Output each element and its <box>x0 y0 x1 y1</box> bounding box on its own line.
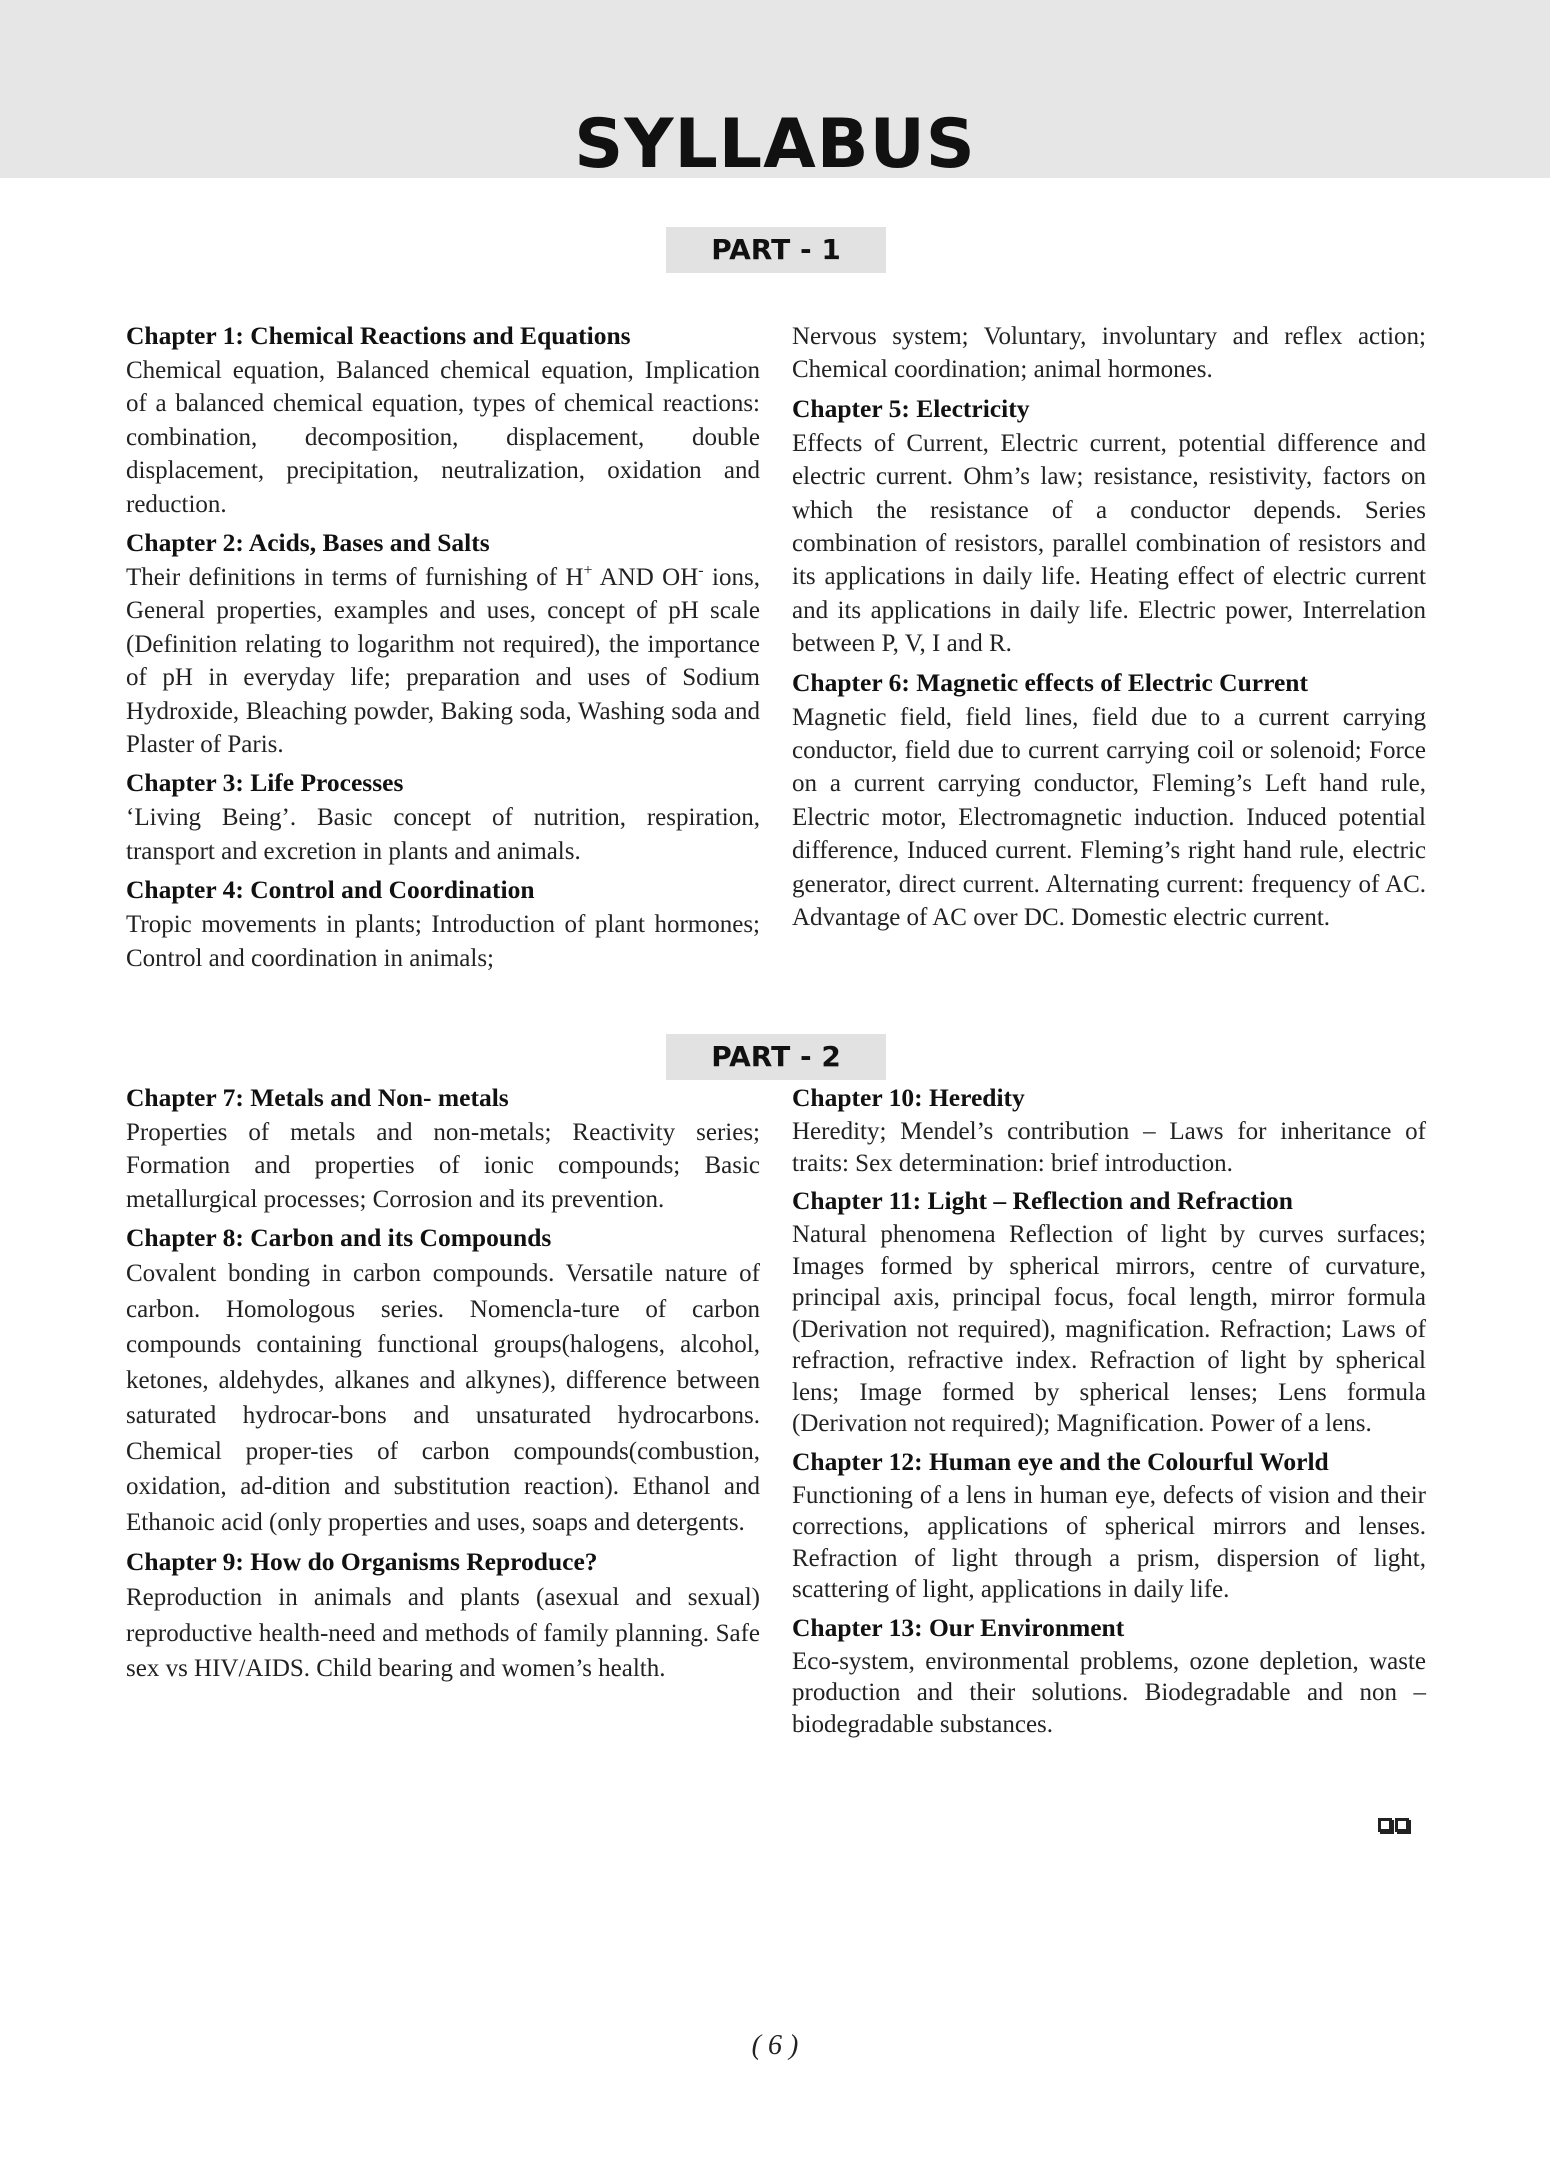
chapter-9-title: Chapter 9: How do Organisms Reproduce? <box>126 1547 598 1577</box>
chapter-4-body: Tropic movements in plants; Introduction of plant hormones; Control and coordination in animals; <box>126 911 760 972</box>
chapter-5-body: Effects of Current, Electric current, potential difference and electric current. Ohm’s law; resistance, resistivity, factors on which the resistance of a conductor depends. Series combination of resistors, parallel combination of resistors and its applications in daily life. Heating effect of electric current and its applications in daily life. Electric power, Interrelation between P, V, I and R. <box>792 429 1426 658</box>
chapter-8-title: Chapter 8: Carbon and its Compounds <box>126 1223 552 1253</box>
chapter-7-title: Chapter 7: Metals and Non- metals <box>126 1083 509 1112</box>
chapter-12-body: Functioning of a lens in human eye, defects of vision and their corrections, applications of spherical mirrors and lenses. Refraction of light through a prism, dispersion of light, scattering of light, applications in daily life. <box>792 1481 1426 1603</box>
chapter-10-title: Chapter 10: Heredity <box>792 1083 1025 1112</box>
chapter-11-body: Natural phenomena Reflection of light by curves surfaces; Images formed by spherical mirrors, centre of curvature, principal axis, principal focus, focal length, mirror formula (Derivation not required), magnification. Refraction; Laws of refraction, refractive index. Refraction of light by spherical lens; Image formed by spherical lenses; Lens formula (Derivation not required); Magnification. Power of a lens. <box>792 1221 1426 1437</box>
part-1-right-column <box>792 320 1426 939</box>
page-title: SYLLABUS <box>574 105 976 184</box>
chapter-3-body: ‘Living Being’. Basic concept of nutrition, respiration, transport and excretion in plants and animals. <box>126 804 760 865</box>
part-1-label: PART - 1 <box>666 227 886 273</box>
chapter-12-title: Chapter 12: Human eye and the Colourful World <box>792 1446 1329 1476</box>
superscript-plus: + <box>583 562 593 580</box>
part-1-left-column <box>126 318 760 979</box>
part-2-right-column <box>792 1080 1426 1744</box>
chapter-10-body: Heredity; Mendel’s contribution – Laws for inheritance of traits: Sex determination: brief introduction. <box>792 1118 1426 1177</box>
chapter-1-body: Chemical equation, Balanced chemical equation, Implication of a balanced chemical equation, types of chemical reactions: combination, decomposition, displacement, double displacement, precipitation, neutralization, oxidation and reduction. <box>126 357 760 518</box>
chapter-4-title: Chapter 4: Control and Coordination <box>126 875 535 905</box>
chapter-13-body: Eco-system, environmental problems, ozone depletion, waste production and their solutions. Biodegradable and non – biodegradable substances. <box>792 1647 1426 1738</box>
chapter-9-body: Reproduction in animals and plants (asexual and sexual) reproductive health-need and methods of family planning. Safe sex vs HIV/AIDS. Child bearing and women’s health. <box>126 1584 760 1683</box>
page-number: ( 6 ) <box>751 2030 799 2061</box>
chapter-5-title: Chapter 5: Electricity <box>792 393 1030 423</box>
chapter-3-title: Chapter 3: Life Processes <box>126 768 404 798</box>
chapter-4-continuation: Nervous system; Voluntary, involuntary and reflex action; Chemical coordination; animal hormones. <box>792 323 1426 384</box>
chapter-13-title: Chapter 13: Our Environment <box>792 1612 1125 1642</box>
chapter-8-body: Covalent bonding in carbon compounds. Versatile nature of carbon. Homologous series. Nomencla-ture of carbon compounds containing functional groups(halogens, alcohol, ketones, aldehydes, alkanes and alkynes), difference between saturated hydrocar-bons and unsaturated hydrocarbons. Chemical proper-ties of carbon compounds(combustion, oxidation, ad-dition and substitution reaction). Ethanol and Ethanoic acid (only properties and uses, soaps and detergents. <box>126 1260 760 1536</box>
end-of-section-squares-icon <box>1378 1818 1409 1832</box>
chapter-7-body: Properties of metals and non-metals; Reactivity series; Formation and properties of ionic compounds; Basic metallurgical processes; Corrosion and its prevention. <box>126 1119 760 1213</box>
chapter-11-title: Chapter 11: Light – Reflection and Refraction <box>792 1186 1293 1215</box>
chapter-6-title: Chapter 6: Magnetic effects of Electric Current <box>792 667 1308 697</box>
chapter-6-body: Magnetic field, field lines, field due to a current carrying conductor, field due to current carrying coil or solenoid; Force on a current carrying conductor, Fleming’s Left hand rule, Electric motor, Electromagnetic induction. Induced potential difference, Induced current. Fleming’s right hand rule, electric generator, direct current. Alternating current: frequency of AC. Advantage of AC over DC. Domestic electric current. <box>792 703 1426 932</box>
chapter-2-body: Their definitions in terms of furnishing of H+ AND OH- ions, General properties, examples and uses, concept of pH scale (Definition relating to logarithm not required), the importance of pH in everyday life; preparation and uses of Sodium Hydroxide, Bleaching powder, Baking soda, Washing soda and Plaster of Paris. <box>126 562 760 759</box>
part-2-label: PART - 2 <box>666 1034 886 1080</box>
superscript-minus: - <box>698 562 704 580</box>
chapter-2-title: Chapter 2: Acids, Bases and Salts <box>126 528 490 558</box>
chapter-1-title: Chapter 1: Chemical Reactions and Equations <box>126 321 631 350</box>
part-2-left-column <box>126 1080 760 1691</box>
